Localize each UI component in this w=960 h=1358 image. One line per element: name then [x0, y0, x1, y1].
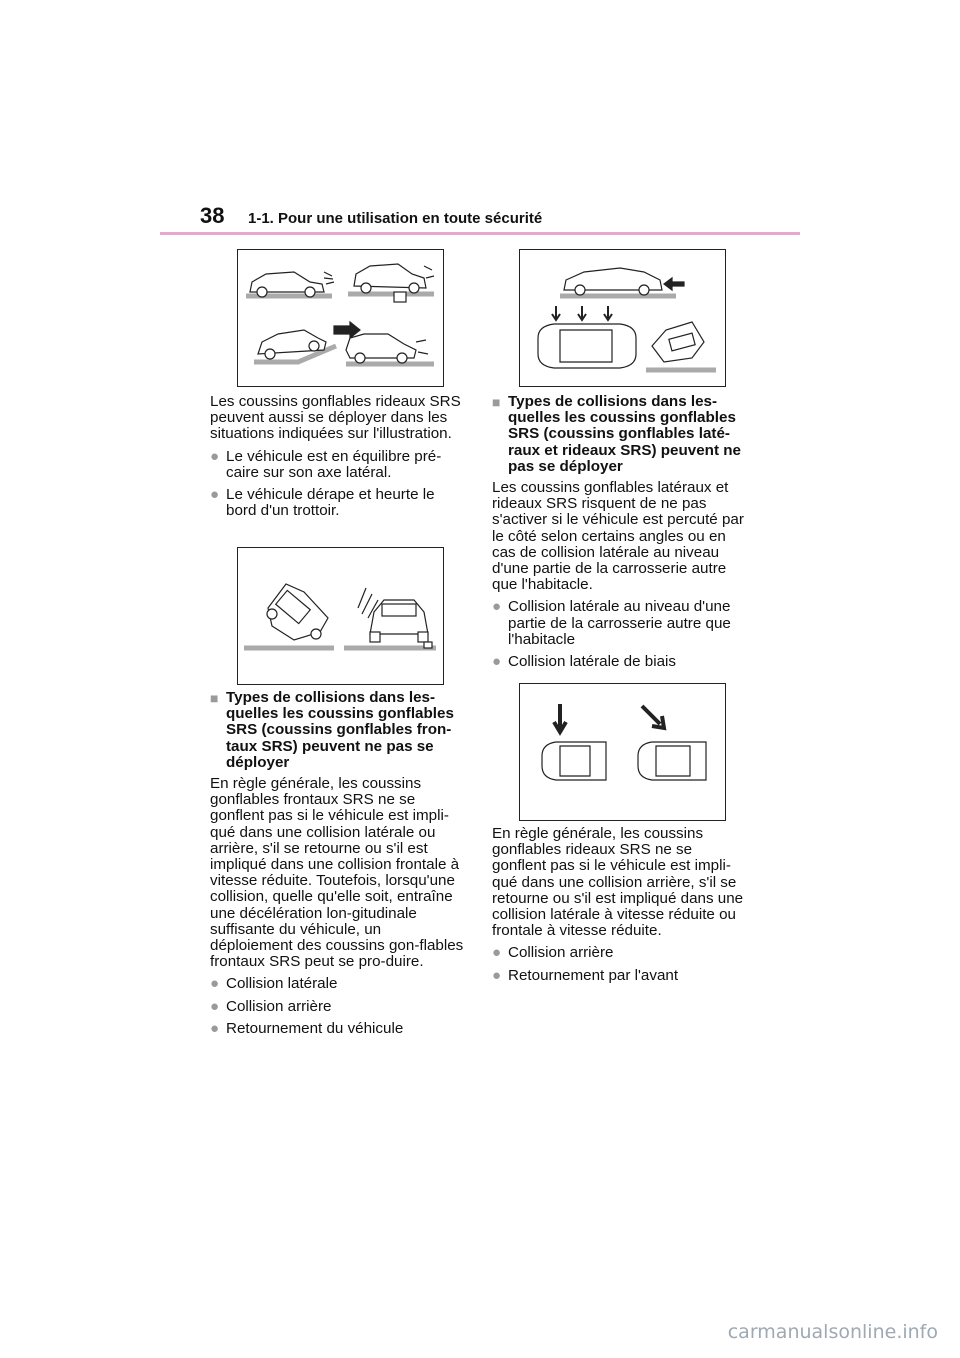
list-item: ● Le véhicule est en équilibre pré-caire sur son axe latéral.: [210, 447, 442, 481]
car-angled-impact-icon: [638, 706, 706, 780]
bullet-icon: ●: [492, 966, 502, 984]
right-text-block-2: [492, 826, 750, 990]
bullet-icon: ●: [210, 447, 220, 465]
intro-paragraph: Les coussins gonflables rideaux SRS peuvent aussi se déployer dans les situations indiquées sur l'illustration.: [210, 393, 461, 443]
right-text-block-1: [492, 394, 750, 676]
bullet-icon: ●: [210, 1019, 220, 1037]
list-item: ● Retournement par l'avant: [492, 966, 679, 984]
car-top-view-icon: [538, 306, 636, 368]
section-heading: ■ Types de collisions dans les-quelles les coussins gonflables SRS (coussins gonflables laté-raux et rideaux SRS) peuvent ne pas se déployer: [492, 393, 741, 475]
car-in-ditch-icon: [348, 264, 434, 302]
page-number: 38: [200, 203, 225, 228]
car-side-impact-icon: [542, 704, 606, 780]
running-header: 1-1. Pour une utilisation en toute sécurité: [248, 210, 543, 227]
car-rear-impact-icon: [560, 268, 684, 296]
header-rule: [160, 232, 800, 235]
body-paragraph: En règle générale, les coussins gonflables rideaux SRS ne se gonflent pas si le véhicule est impli-qué dans une collision arrière, s'il se retourne ou s'il est impliqué dans une collision latérale à vitesse réduite ou frontale à vitesse réduite.: [492, 825, 744, 940]
figure-curtain-airbag-situations: [237, 249, 444, 387]
list-item: ● Collision arrière: [210, 997, 332, 1015]
list-item: ● Collision latérale de biais: [492, 653, 676, 671]
bullet-icon: ●: [492, 944, 502, 962]
list-item: ● Collision arrière: [492, 944, 614, 962]
watermark-link[interactable]: carmanualsonline.info: [727, 1321, 938, 1343]
car-hit-front-icon: [246, 272, 334, 297]
body-paragraph: Les coussins gonflables latéraux et rideaux SRS risquent de ne pas s'activer si le véhicule est percuté par le côté selon certains angles ou en cas de collision latérale au niveau d'une partie de la carrosserie autre que l'habitacle.: [492, 479, 744, 594]
left-text-block-1: [210, 394, 468, 525]
bullet-icon: ●: [210, 486, 220, 504]
figure-side-airbag-situations: [519, 249, 726, 387]
list-item: ● Le véhicule dérape et heurte le bord d'un trottoir.: [210, 486, 435, 520]
car-rollover-icon: [646, 322, 716, 370]
left-text-block-2: [210, 690, 468, 1043]
car-tipping-icon: [244, 584, 334, 648]
body-paragraph: En règle générale, les coussins gonflables frontaux SRS ne se gonflent pas si le véhicule est impli-qué dans une collision latérale ou arrière, s'il se retourne ou s'il est impliqué dans une collision frontale à vitesse réduite. Toutefois, lorsqu'une collision, quelle qu'elle soit, entraîne une décélération lon-gitudinale suffisante du véhicule, un déploiement des coussins gon-flables frontaux SRS peut se pro-duire.: [210, 775, 464, 971]
list-item: ● Collision latérale: [210, 975, 338, 993]
section-heading: ■ Types de collisions dans les-quelles les coussins gonflables SRS (coussins gonflables fron-taux SRS) peuvent ne pas se déployer: [210, 689, 454, 771]
list-item: ● Collision latérale au niveau d'une partie de la carrosserie autre que l'habitacle: [492, 598, 731, 648]
bullet-icon: ●: [492, 653, 502, 671]
bullet-icon: ●: [210, 975, 220, 993]
square-bullet-icon: ■: [492, 394, 501, 410]
figure-rollover-curb: [237, 547, 444, 685]
figure-side-collision-angles: [519, 683, 726, 821]
list-item: ● Retournement du véhicule: [210, 1019, 404, 1037]
bullet-icon: ●: [492, 598, 502, 616]
car-over-ramp-icon: [254, 322, 434, 364]
square-bullet-icon: ■: [210, 690, 219, 706]
car-curb-icon: [344, 588, 436, 648]
bullet-icon: ●: [210, 997, 220, 1015]
